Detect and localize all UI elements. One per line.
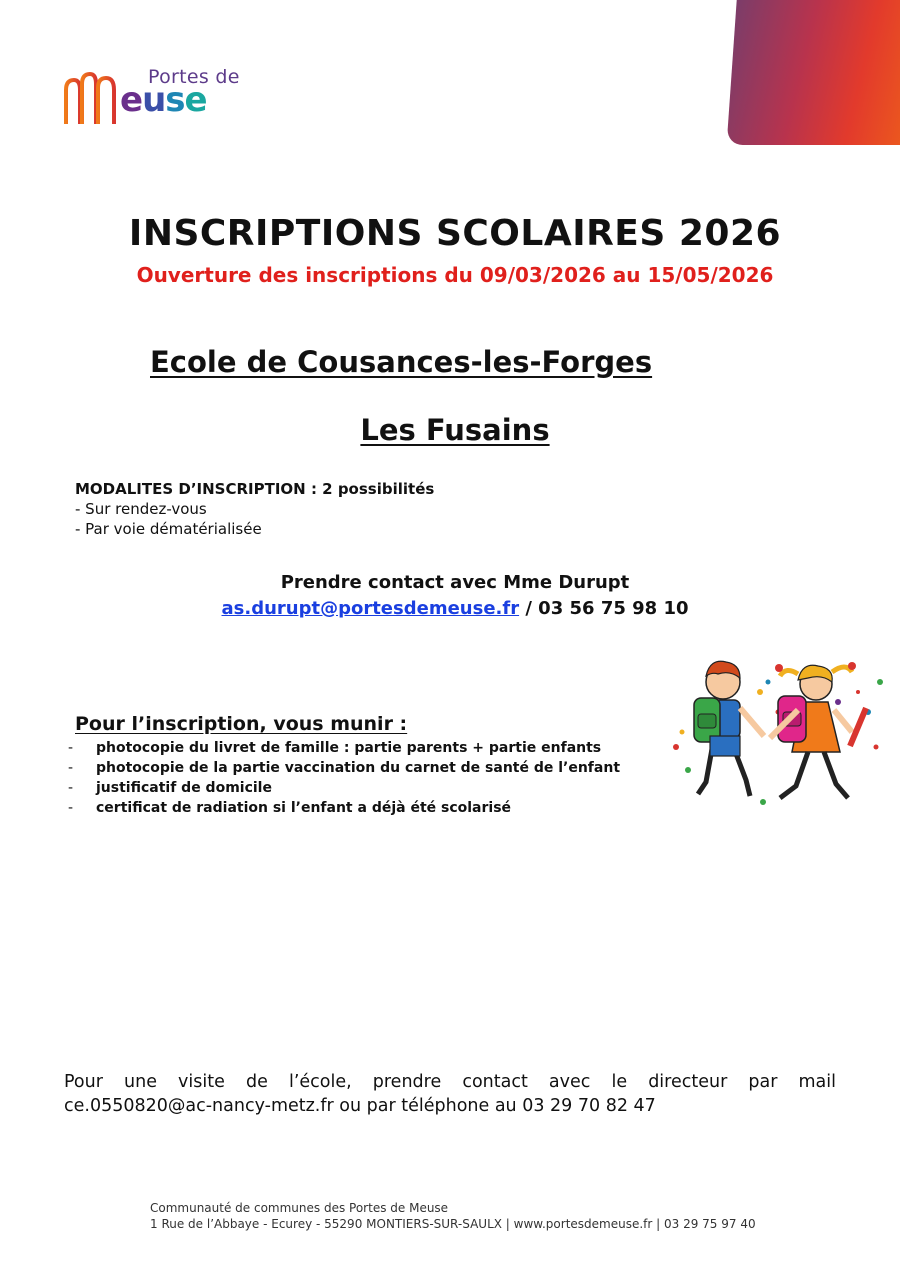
footer xyxy=(150,1200,756,1232)
registration-dates: Ouverture des inscriptions du 09/03/2026 au 15/05/2026 xyxy=(136,263,774,287)
girl-figure xyxy=(770,662,866,798)
school-name: Ecole de Cousances-les-Forges xyxy=(150,345,653,379)
contact-name: Prendre contact avec Mme Durupt xyxy=(280,572,630,593)
contact-email-link[interactable]: as.durupt@portesdemeuse.fr xyxy=(221,598,520,619)
modalites-title: MODALITES D’INSCRIPTION : 2 possibilités xyxy=(75,480,435,498)
children-with-backpacks-illustration xyxy=(668,652,893,812)
modalite-item: - Par voie dématérialisée xyxy=(75,520,262,538)
document-item: - certificat de radiation si l’enfant a déjà été scolarisé xyxy=(68,800,512,816)
document-item: - justificatif de domicile xyxy=(68,780,272,796)
visit-line: ce.0550820@ac-nancy-metz.fr ou par téléphone au 03 29 70 82 47 xyxy=(64,1096,656,1116)
page-title: INSCRIPTIONS SCOLAIRES 2026 xyxy=(128,213,782,254)
logo-text-bottom: euse xyxy=(120,80,207,120)
logo-arches-icon xyxy=(62,70,122,126)
documents-title: Pour l’inscription, vous munir : xyxy=(75,713,408,735)
contact-line xyxy=(0,598,900,619)
school-visit-info xyxy=(64,1070,836,1118)
portes-de-meuse-logo xyxy=(62,64,262,126)
boy-figure xyxy=(694,661,764,796)
footer-organisation: Communauté de communes des Portes de Meuse xyxy=(150,1201,449,1215)
modalite-item: - Sur rendez-vous xyxy=(75,500,207,518)
document-item: - photocopie de la partie vaccination du carnet de santé de l’enfant xyxy=(68,760,621,776)
corner-gradient-decoration xyxy=(727,0,900,145)
contact-phone: / 03 56 75 98 10 xyxy=(519,598,689,619)
school-subname: Les Fusains xyxy=(360,413,550,447)
logo-text-top: Portes de xyxy=(148,66,240,88)
visit-line: Pour une visite de l’école, prendre contact avec le directeur par mail xyxy=(64,1072,836,1092)
document-item: - photocopie du livret de famille : partie parents + partie enfants xyxy=(68,740,602,756)
footer-address: 1 Rue de l’Abbaye - Ecurey - 55290 MONTIERS-SUR-SAULX | www.portesdemeuse.fr | 03 29 75 97 40 xyxy=(150,1217,756,1231)
